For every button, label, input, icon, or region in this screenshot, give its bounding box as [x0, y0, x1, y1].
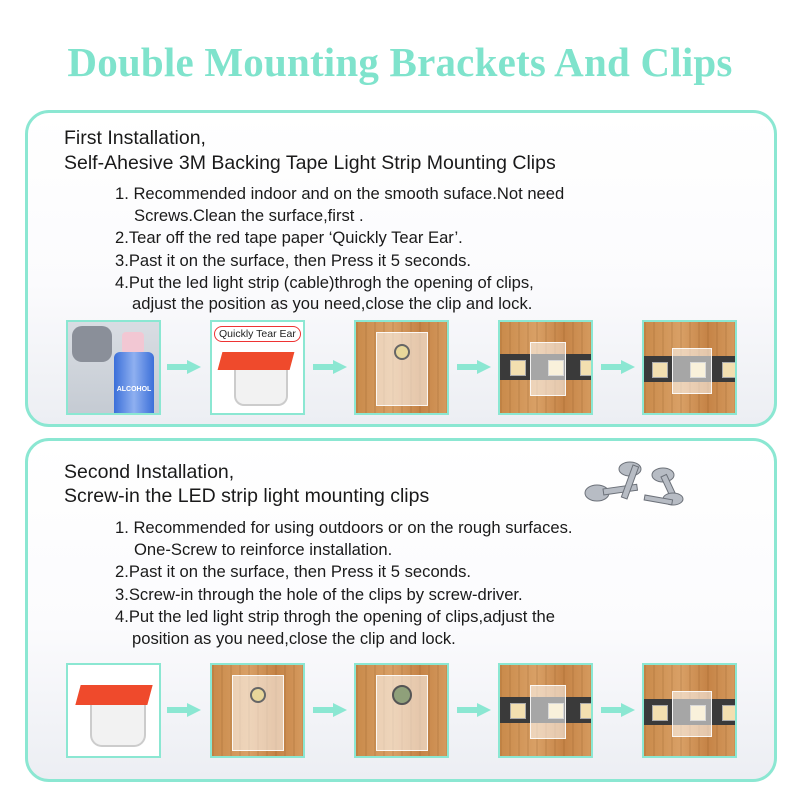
arrow-right-icon: [601, 704, 635, 716]
clip-shape: [530, 342, 566, 396]
first-step-3: 3.Past it on the surface, then Press it 5 seconds.: [115, 251, 472, 270]
arrow-right-icon: [167, 361, 201, 373]
second-installation-panel: [25, 438, 777, 782]
red-tape-shape: [218, 352, 295, 370]
bottle-label: ALCOHOL: [116, 386, 152, 393]
first-step-1a: 1. Recommended indoor and on the smooth suface.Not need: [115, 184, 565, 203]
clip-on-wood-image: [354, 320, 449, 415]
second-step-3: 3.Screw-in through the hole of the clips by screw-driver.: [115, 585, 523, 604]
clip-on-wood-image: [210, 663, 305, 758]
alcohol-bottle-icon: [114, 352, 154, 414]
clean-surface-image: [66, 320, 161, 415]
first-step-4b: adjust the position as you need,close the clip and lock.: [132, 294, 533, 313]
clip-shape: [672, 348, 712, 394]
clip-body-shape: [234, 370, 288, 406]
first-step-2: 2.Tear off the red tape paper ‘Quickly Tear Ear’.: [115, 228, 463, 247]
first-step-1b: Screws.Clean the surface,first .: [134, 206, 364, 225]
page-title: Double Mounting Brackets And Clips: [67, 39, 733, 85]
first-installation-panel: [25, 110, 777, 427]
first-step-4a: 4.Put the led light strip (cable)throgh the opening of clips,: [115, 273, 534, 292]
arrow-right-icon: [167, 704, 201, 716]
strip-in-clip-image: [498, 663, 593, 758]
tear-tape-image: [210, 320, 305, 415]
red-tape-shape: [75, 685, 152, 705]
hand-cloth-shape: [72, 326, 112, 362]
bottle-cap-shape: [122, 332, 144, 354]
arrow-right-icon: [313, 704, 347, 716]
clip-hole-shape: [250, 687, 266, 703]
arrow-right-icon: [601, 361, 635, 373]
tear-ear-label: Quickly Tear Ear: [214, 326, 301, 342]
closed-clip-image: [642, 320, 737, 415]
strip-in-clip-image: [498, 320, 593, 415]
clip-with-tape-image: [66, 663, 161, 758]
second-step-4a: 4.Put the led light strip throgh the opening of clips,adjust the: [115, 607, 556, 626]
first-heading-line2: Self-Ahesive 3M Backing Tape Light Strip Mounting Clips: [64, 152, 556, 174]
clip-shape: [530, 685, 566, 739]
screw-head-icon: [392, 685, 412, 705]
second-step-1b: One-Screw to reinforce installation.: [134, 540, 393, 559]
second-heading-line1: Second Installation,: [64, 461, 235, 483]
arrow-right-icon: [313, 361, 347, 373]
second-heading-line2: Screw-in the LED strip light mounting clips: [64, 485, 430, 507]
closed-clip-image: [642, 663, 737, 758]
screwed-clip-image: [354, 663, 449, 758]
second-step-1a: 1. Recommended for using outdoors or on the rough surfaces.: [115, 518, 573, 537]
screws-icon: [575, 455, 695, 511]
clip-hole-shape: [394, 344, 410, 360]
second-step-2: 2.Past it on the surface, then Press it 5 seconds.: [115, 562, 472, 581]
arrow-right-icon: [457, 704, 491, 716]
first-heading-line1: First Installation,: [64, 127, 206, 149]
clip-shape: [672, 691, 712, 737]
clip-body-shape: [90, 705, 146, 747]
second-step-4b: position as you need,close the clip and lock.: [132, 629, 456, 648]
arrow-right-icon: [457, 361, 491, 373]
